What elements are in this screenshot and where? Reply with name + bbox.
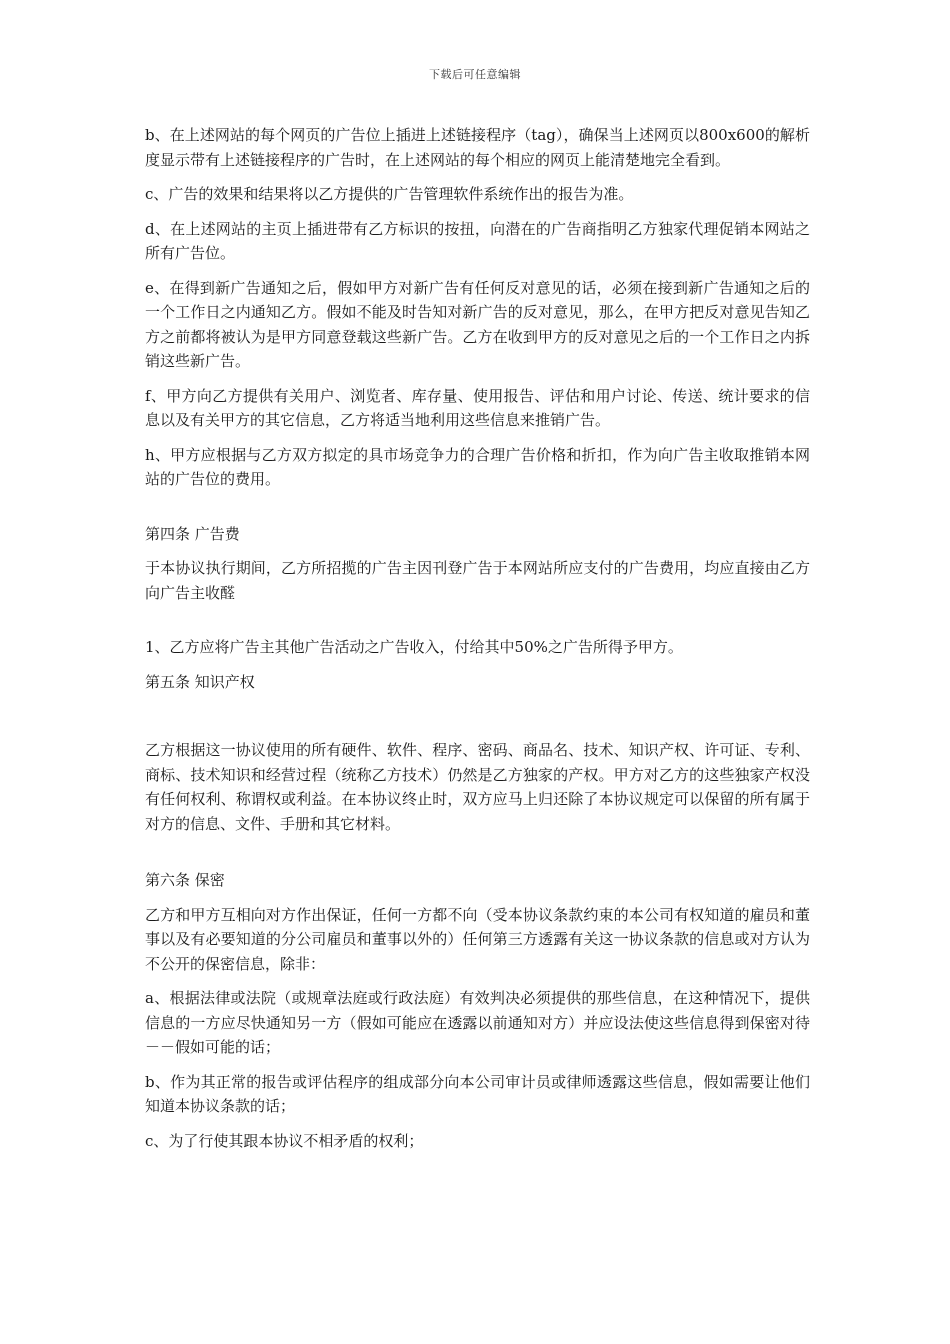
- clause-c: c、广告的效果和结果将以乙方提供的广告管理软件系统作出的报告为准。: [145, 185, 634, 203]
- section-6-title: 第六条 保密: [145, 871, 225, 889]
- clause-d: d、在上述网站的主页上插进带有乙方标识的按扭，向潜在的广告商指明乙方独家代理促销本网站之所有广告位。: [145, 219, 810, 262]
- clause-e: e、在得到新广告通知之后，假如甲方对新广告有任何反对意见的话，必须在接到新广告通知之后的一个工作日之内通知乙方。假如不能及时告知对新广告的反对意见，那么，在甲方把反对意见告知乙方之前都将被认为是甲方同意登载这些新广告。乙方在收到甲方的反对意见之后的一个工作日之内拆销这些新广告。: [145, 278, 810, 370]
- section-5-body: 乙方根据这一协议使用的所有硬件、软件、程序、密码、商品名、技术、知识产权、许可证、专利、商标、技术知识和经营过程（统称乙方技术）仍然是乙方独家的产权。甲方对乙方的这些独家产权没有任何权利、称谓权或利益。在本协议终止时，双方应马上归还除了本协议规定可以保留的所有属于对方的信息、文件、手册和其它材料。: [145, 741, 810, 833]
- section-4-body: 于本协议执行期间，乙方所招揽的广告主因刊登广告于本网站所应支付的广告费用，均应直接由乙方向广告主收醛: [145, 559, 810, 602]
- document-body: [145, 123, 810, 1163]
- section-6-body: 乙方和甲方互相向对方作出保证，任何一方都不向（受本协议条款约束的本公司有权知道的雇员和董事以及有必要知道的分公司雇员和董事以外的）任何第三方透露有关这一协议条款的信息或对方认为不公开的保密信息，除非：: [145, 905, 810, 973]
- clause-f: f、甲方向乙方提供有关用户、浏览者、库存量、使用报告、评估和用户讨论、传送、统计要求的信息以及有关甲方的其它信息，乙方将适当地利用这些信息来推销广告。: [145, 386, 810, 429]
- page-header: 下载后可任意编辑: [429, 68, 521, 81]
- spacer: [145, 704, 810, 738]
- spacer: [145, 615, 810, 635]
- section-6-item-a: a、根据法律或法院（或规章法庭或行政法庭）有效判决必须提供的那些信息，在这种情况下，提供信息的一方应尽快通知另一方（假如可能应在透露以前通知对方）并应设法使这些信息得到保密对待－－假如可能的话；: [145, 989, 810, 1056]
- section-4-title: 第四条 广告费: [145, 524, 240, 543]
- spacer: [145, 846, 810, 868]
- section-6-item-b: b、作为其正常的报告或评估程序的组成部分向本公司审计员或律师透露这些信息，假如需要让他们知道本协议条款的话；: [145, 1072, 810, 1115]
- section-4-item-1: 1、乙方应将广告主其他广告活动之广告收入，付给其中50%之广告所得予甲方。: [145, 638, 683, 656]
- clause-h: h、甲方应根据与乙方双方拟定的具市场竞争力的合理广告价格和折扣，作为向广告主收取推销本网站的广告位的费用。: [145, 445, 810, 488]
- clause-b: b、在上述网站的每个网页的广告位上插进上述链接程序（tag），确保当上述网页以800x600的解析度显示带有上述链接程序的广告时，在上述网站的每个相应的网页上能清楚地完全看到。: [145, 126, 810, 169]
- spacer: [145, 502, 810, 522]
- section-6-item-c: c、为了行使其跟本协议不相矛盾的权利；: [145, 1131, 424, 1150]
- section-5-title: 第五条 知识产权: [145, 672, 255, 691]
